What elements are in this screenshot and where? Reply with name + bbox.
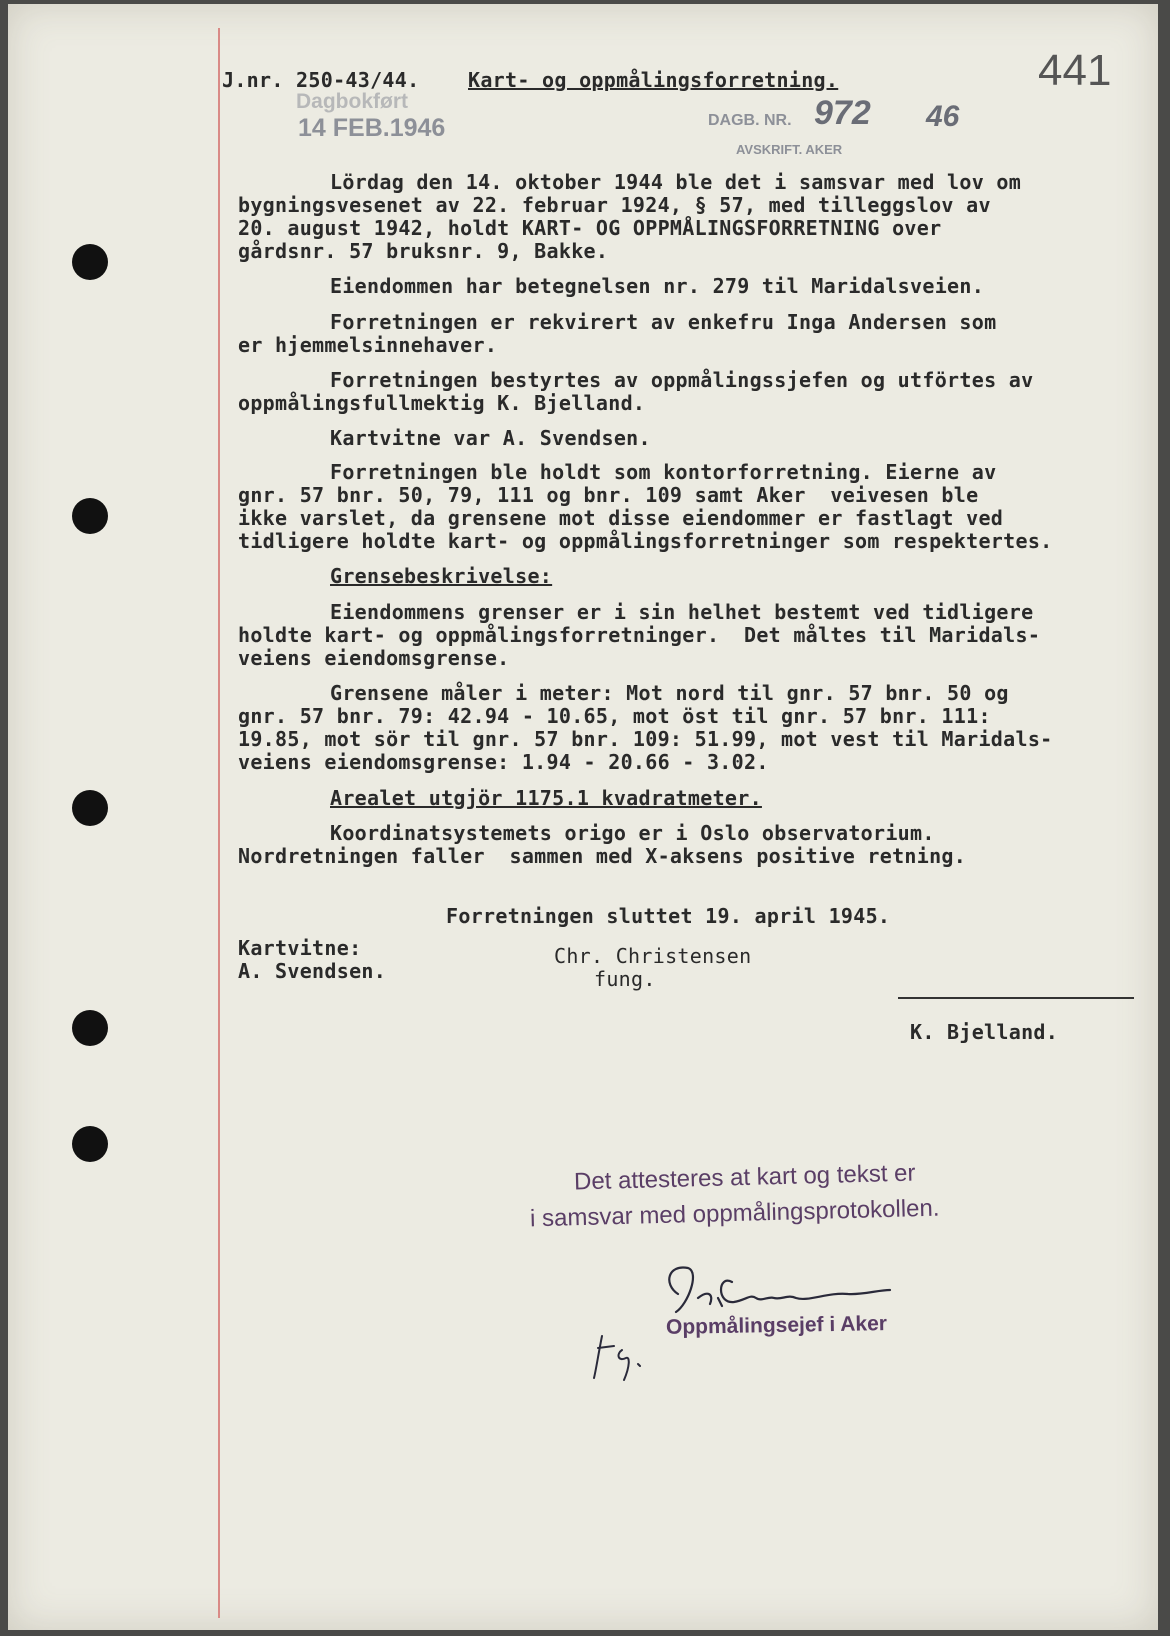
body-line: bygningsvesenet av 22. februar 1924, § 57, med tilleggslov av xyxy=(238,193,991,217)
page-number: 441 xyxy=(1038,46,1112,95)
margin-line xyxy=(218,28,220,1618)
punch-hole xyxy=(72,1010,108,1046)
date-stamp: 14 FEB.1946 xyxy=(298,114,446,142)
body-line: Eiendommens grenser er i sin helhet bestemt ved tidligere xyxy=(330,600,1034,624)
body-line: oppmålingsfullmektig K. Bjelland. xyxy=(238,391,646,415)
body-line: veiens eiendomsgrense. xyxy=(238,646,510,670)
section-heading: Grensebeskrivelse: xyxy=(330,564,553,588)
attest-title: Oppmålingsejef i Aker xyxy=(665,1312,888,1339)
body-line: er hjemmelsinnehaver. xyxy=(238,333,498,357)
dagbokfort-stamp: Dagbokført xyxy=(296,90,408,113)
body-line: gnr. 57 bnr. 79: 42.94 - 10.65, mot öst til gnr. 57 bnr. 111: xyxy=(238,704,991,728)
body-line: Forretningen bestyrtes av oppmålingssjefen og utförtes av xyxy=(330,368,1034,392)
body-line: 20. august 1942, holdt KART- OG OPPMÅLINGSFORRETNING over xyxy=(238,216,942,240)
handwritten-initials xyxy=(592,1326,662,1386)
body-line: Nordretningen faller sammen med X-aksens positive retning. xyxy=(238,844,967,868)
body-line: Forretningen er rekvirert av enkefru Inga Andersen som xyxy=(330,310,997,334)
chief-title: fung. xyxy=(594,967,656,991)
body-line: Grensene måler i meter: Mot nord til gnr. 57 bnr. 50 og xyxy=(330,681,1009,705)
body-line: 19.85, mot sör til gnr. 57 bnr. 109: 51.99, mot vest til Maridals- xyxy=(238,727,1053,751)
body-line: veiens eiendomsgrense: 1.94 - 20.66 - 3.02. xyxy=(238,750,769,774)
journal-number: J.nr. 250-43/44. xyxy=(222,68,420,92)
punch-hole xyxy=(72,1126,108,1162)
document-title: Kart- og oppmålingsforretning. xyxy=(468,68,839,92)
witness-label: Kartvitne: xyxy=(238,936,362,960)
body-line: gårdsnr. 57 bruksnr. 9, Bakke. xyxy=(238,239,609,263)
chief-name: Chr. Christensen xyxy=(554,944,752,968)
closing-line: Forretningen sluttet 19. april 1945. xyxy=(446,904,891,928)
punch-hole xyxy=(72,790,108,826)
document-page xyxy=(8,4,1158,1630)
body-line: gnr. 57 bnr. 50, 79, 111 og bnr. 109 samt Aker veivesen ble xyxy=(238,483,979,507)
body-line: tidligere holdte kart- og oppmålingsforretninger som respektertes. xyxy=(238,529,1053,553)
area-line: Arealet utgjör 1175.1 kvadratmeter. xyxy=(330,786,762,810)
dagb-year: 46 xyxy=(926,100,960,133)
witness-name: A. Svendsen. xyxy=(238,959,387,983)
body-line: Eiendommen har betegnelsen nr. 279 til Maridalsveien. xyxy=(330,274,985,298)
body-line: Forretningen ble holdt som kontorforretning. Eierne av xyxy=(330,460,997,484)
body-line: Kartvitne var A. Svendsen. xyxy=(330,426,651,450)
body-line: ikke varslet, da grensene mot disse eiendommer er fastlagt ved xyxy=(238,506,1004,530)
dagb-number: 972 xyxy=(814,94,871,132)
attest-line-2: i samsvar med oppmålingsprotokollen. xyxy=(529,1194,940,1233)
punch-hole xyxy=(72,498,108,534)
surveyor-name: K. Bjelland. xyxy=(910,1020,1059,1044)
punch-hole xyxy=(72,244,108,280)
body-line: Koordinatsystemets origo er i Oslo observatorium. xyxy=(330,821,935,845)
signature-line xyxy=(898,997,1134,999)
body-line: Lördag den 14. oktober 1944 ble det i samsvar med lov om xyxy=(330,170,1022,194)
body-line: holdte kart- og oppmålingsforretninger. Det måltes til Maridals- xyxy=(238,623,1041,647)
avskrift-stamp: AVSKRIFT. AKER xyxy=(736,142,843,157)
attest-line-1: Det attesteres at kart og tekst er xyxy=(573,1159,916,1196)
dagb-label: DAGB. NR. xyxy=(708,112,792,129)
